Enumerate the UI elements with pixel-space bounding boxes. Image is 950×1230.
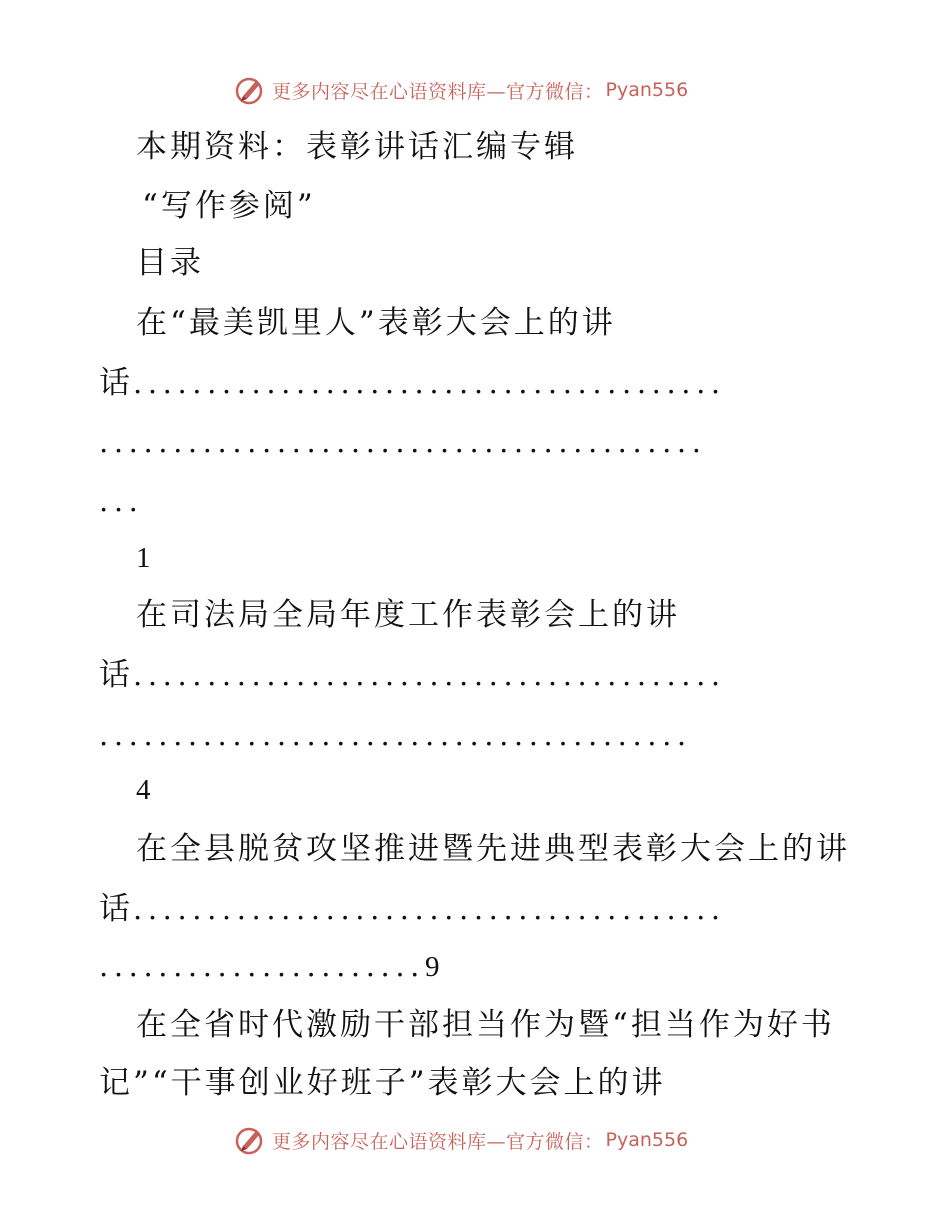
watermark-header bbox=[234, 72, 688, 108]
subtitle: “写作参阅” bbox=[142, 188, 316, 224]
toc-entry-3-title-end: 话 bbox=[99, 891, 133, 927]
toc-entry-3-dots-2: ...................... bbox=[99, 949, 426, 983]
pen-logo-icon bbox=[234, 74, 266, 106]
toc-entry-1-title-end: 话 bbox=[99, 365, 133, 401]
toc-entry-1-leader bbox=[99, 363, 726, 403]
toc-entry-1-title[interactable]: 在“最美凯里人”表彰大会上的讲 bbox=[136, 305, 616, 341]
toc-entry-2-title[interactable]: 在司法局全局年度工作表彰会上的讲 bbox=[136, 597, 680, 633]
toc-entry-1-page: 1 bbox=[136, 542, 151, 574]
toc-entry-4-title[interactable]: 在全省时代激励干部担当作为暨“担当作为好书 bbox=[136, 1007, 835, 1043]
watermark-wechat-id: Pyan556 bbox=[605, 1129, 689, 1151]
watermark-text: 更多内容尽在心语资料库—官方微信： bbox=[272, 1130, 604, 1153]
toc-entry-1-dots-2: ......................................... bbox=[99, 425, 707, 459]
toc-entry-2-page: 4 bbox=[136, 774, 151, 806]
toc-entry-3-leader-2 bbox=[99, 946, 440, 987]
toc-entry-3-dots-1: ........................................ bbox=[133, 892, 726, 926]
watermark-text: 更多内容尽在心语资料库—官方微信： bbox=[272, 80, 604, 103]
watermark-footer bbox=[234, 1122, 688, 1158]
toc-entry-1-dots-1: ........................................ bbox=[133, 366, 726, 400]
toc-entry-3-title[interactable]: 在全县脱贫攻坚推进暨先进典型表彰大会上的讲 bbox=[136, 831, 850, 867]
toc-entry-2-dots-1: ........................................ bbox=[133, 658, 726, 692]
toc-entry-3-page: 9 bbox=[425, 951, 440, 983]
issue-title: 本期资料：表彰讲话汇编专辑 bbox=[136, 129, 578, 165]
toc-entry-4-title-cont: 记”“干事创业好班子”表彰大会上的讲 bbox=[99, 1065, 666, 1101]
toc-entry-2-title-end: 话 bbox=[99, 657, 133, 693]
pen-logo-icon bbox=[234, 1124, 266, 1156]
toc-heading: 目录 bbox=[136, 245, 204, 281]
toc-entry-2-dots-2: ........................................ bbox=[99, 718, 692, 752]
toc-entry-3-leader bbox=[99, 889, 726, 929]
toc-entry-2-leader bbox=[99, 655, 726, 695]
toc-entry-1-dots-3: ... bbox=[99, 484, 144, 518]
watermark-wechat-id: Pyan556 bbox=[605, 79, 689, 101]
